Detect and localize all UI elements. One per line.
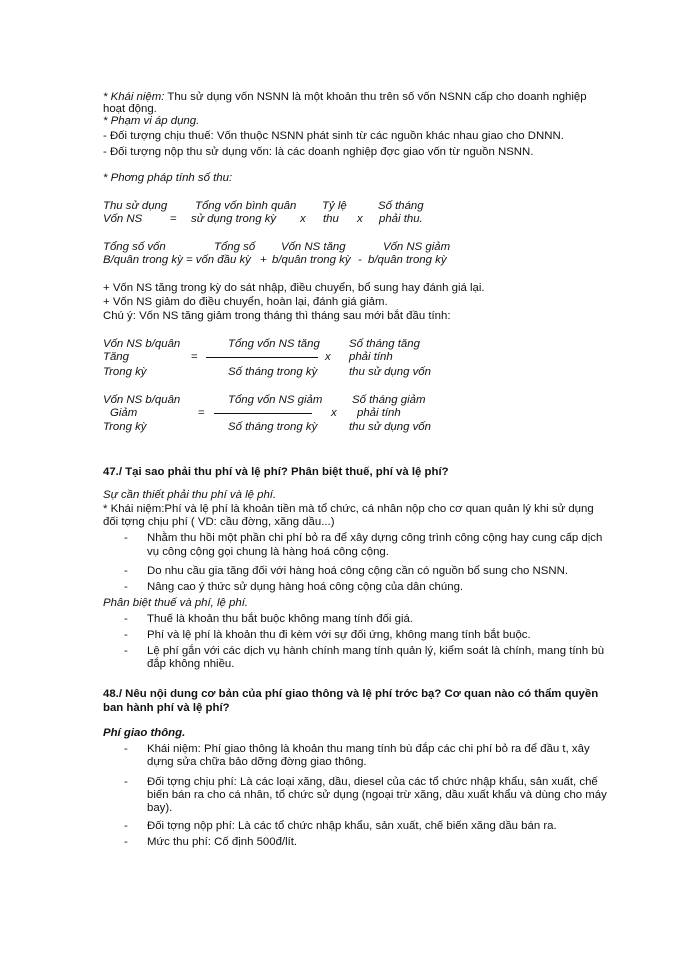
f2-left-2: B/quân trong kỳ = vốn đầu kỳ [103, 254, 251, 266]
f2-term-3-line-1: Vốn NS giảm [383, 241, 451, 253]
bullet-dash: - [124, 565, 128, 577]
concept-text: Thu sử dụng vốn NSNN là một khoản thu trên số vốn NSNN cấp cho doanh nghiệp [164, 91, 587, 103]
q47-heading: 47./ Tại sao phải thu phí và lệ phí? Phân biệt thuế, phí và lệ phí? [103, 466, 449, 478]
bullet-dash: - [124, 613, 128, 625]
concept-line-1 [103, 91, 587, 104]
concept-label: * Khái niệm: [103, 91, 165, 103]
f2-left-1: Tổng số vốn [103, 241, 166, 253]
bullet-dash: - [124, 645, 128, 657]
concept-line-2: hoạt động. [103, 103, 157, 115]
f2-term-2-line-2: b/quân trong kỳ [272, 254, 351, 266]
bullet-dash: - [124, 629, 128, 641]
note-1: + Vốn NS tăng trong kỳ do sát nhập, điều chuyển, bổ sung hay đánh giá lại. [103, 282, 485, 294]
q47-reason-item-1-line-1: Nhằm thu hồi một phần chi phí bỏ ra để xây dựng công trình công cộng hay cung cấp dịch [147, 532, 603, 544]
f1-term-2-line-2: thu [323, 213, 339, 225]
q48-heading-line-1: 48./ Nêu nội dung cơ bản của phí giao thông và lệ phí trớc bạ? Cơ quan nào có thẩm quyền [103, 688, 599, 700]
f1-left-1: Thu sử dụng [103, 200, 168, 212]
f4-left-2: Giảm [110, 407, 138, 419]
bullet-dash: - [124, 743, 128, 755]
q48-point-item-3-line-1: Đối tợng nộp phí: Là các tổ chức nhập khẩu, sản xuất, chế biến xăng dầu bán ra. [147, 820, 557, 832]
q48-point-item-2-line-2: biến bán ra cho cá nhân, tổ chức sử dụng (ngoại trừ xăng, dầu xuất khẩu và dùng cho máy [147, 789, 607, 801]
bullet-dash: - [124, 776, 128, 788]
f1-left-2: Vốn NS [103, 213, 143, 225]
note-3: Chú ý: Vốn NS tăng giảm trong tháng thì tháng sau mới bắt đầu tính: [103, 310, 451, 322]
f1-term-2-line-1: Tỷ lệ [322, 200, 347, 212]
q47-reason-item-2-line-1: Do nhu cầu gia tăng đối với hàng hoá công cộng cần có nguồn bổ sung cho NSNN. [147, 565, 568, 577]
f4-right-2: phải tính [357, 407, 401, 419]
bullet-dash: - [124, 836, 128, 848]
f4-multiply: x [331, 407, 337, 419]
f1-equals: = [170, 213, 177, 225]
scope-item-1: - Đối tượng chịu thuế: Vốn thuộc NSNN phát sinh từ các nguồn khác nhau giao cho DNNN. [103, 130, 564, 142]
f3-right-2: phải tính [349, 351, 393, 363]
q48-point-item-1-line-2: dựng sửa chữa bảo dỡng đờng giao thông. [147, 756, 367, 768]
q48-heading-line-2: ban hành phí và lệ phí? [103, 702, 230, 714]
f4-fraction-bar [214, 413, 312, 414]
f4-left-1: Vốn NS b/quân [103, 394, 181, 406]
q47-subheading-1: Sự cần thiết phải thu phí và lệ phí. [103, 489, 277, 501]
f1-multiply-1: x [300, 213, 306, 225]
f3-left-3: Trong kỳ [103, 366, 147, 378]
q48-point-item-1-line-1: Khái niệm: Phí giao thông là khoản thu mang tính bù đắp các chi phí bỏ ra để đầu t, xây [147, 743, 590, 755]
q48-point-item-4-line-1: Mức thu phí: Cố định 500đ/lít. [147, 836, 298, 848]
bullet-dash: - [124, 532, 128, 544]
f1-term-1-line-1: Tổng vốn bình quân [195, 200, 297, 212]
f4-left-3: Trong kỳ [103, 421, 147, 433]
q47-definition-line-2: đối tợng chịu phí ( VD: cầu đờng, xăng dầu...) [103, 516, 335, 528]
q47-subheading-2: Phân biệt thuế và phí, lệ phí. [103, 597, 249, 609]
f4-right-1: Số tháng giảm [352, 394, 426, 406]
f4-numerator: Tổng vốn NS giảm [228, 394, 323, 406]
f3-fraction-bar [206, 357, 318, 358]
q47-reason-item-3-line-1: Nâng cao ý thức sử dụng hàng hoá công cộng của dân chúng. [147, 581, 464, 593]
f3-denominator: Số tháng trong kỳ [228, 366, 318, 378]
f1-term-1-line-2: sử dụng trong kỳ [191, 213, 277, 225]
f1-term-3-line-2: phải thu. [379, 213, 423, 225]
f3-right-1: Số tháng tăng [349, 338, 420, 350]
f3-equals: = [191, 351, 198, 363]
f3-right-3: thu sử dụng vốn [349, 366, 431, 378]
f2-term-3-line-2: b/quân trong kỳ [368, 254, 447, 266]
f4-denominator: Số tháng trong kỳ [228, 421, 318, 433]
f1-multiply-2: x [357, 213, 363, 225]
f1-term-3-line-1: Số tháng [378, 200, 424, 212]
f2-term-1-line-1: Tổng số [214, 241, 256, 253]
q48-point-item-2-line-3: bay). [147, 802, 173, 814]
bullet-dash: - [124, 820, 128, 832]
q47-distinction-item-2-line-1: Phí và lệ phí là khoản thu đi kèm với sự đối ứng, không mang tính bắt buộc. [147, 629, 531, 641]
f3-left-1: Vốn NS b/quân [103, 338, 181, 350]
q47-reason-item-1-line-2: vụ công cộng gọi chung là hàng hoá công cộng. [147, 546, 389, 558]
bullet-dash: - [124, 581, 128, 593]
f3-multiply: x [325, 351, 331, 363]
q47-distinction-item-3-line-2: đắp không nhiều. [147, 658, 235, 670]
q47-distinction-item-3-line-1: Lệ phí gắn với các dịch vụ hành chính mang tính quản lý, kiểm soát là chính, mang tính bù [147, 645, 605, 657]
scope-item-2: - Đối tượng nộp thu sử dụng vốn: là các doanh nghiệp đợc giao vốn từ nguồn NSNN. [103, 146, 534, 158]
q47-distinction-item-1-line-1: Thuế là khoản thu bắt buộc không mang tính đối giá. [147, 613, 413, 625]
f3-left-2: Tăng [103, 351, 129, 363]
f2-plus: + [260, 254, 267, 266]
q48-subheading: Phí giao thông. [103, 727, 186, 739]
method-label: * Phơng pháp tính số thu: [103, 172, 233, 184]
f2-term-2-line-1: Vốn NS tăng [281, 241, 346, 253]
q48-point-item-2-line-1: Đối tợng chịu phí: Là các loại xăng, dầu, diesel của các tổ chức nhập khẩu, sản xuất, chế [147, 776, 598, 788]
f2-minus: - [358, 254, 362, 266]
note-2: + Vốn NS giảm do điều chuyển, hoàn lại, đánh giá giảm. [103, 296, 388, 308]
f3-numerator: Tổng vốn NS tăng [228, 338, 320, 350]
f4-right-3: thu sử dụng vốn [349, 421, 431, 433]
f4-equals: = [198, 407, 205, 419]
q47-definition-line-1: * Khái niệm:Phí và lệ phí là khoản tiền mà tổ chức, cá nhân nộp cho cơ quan quản lý khi sử dụng [103, 503, 594, 515]
scope-label: * Phạm vi áp dụng. [103, 115, 200, 127]
